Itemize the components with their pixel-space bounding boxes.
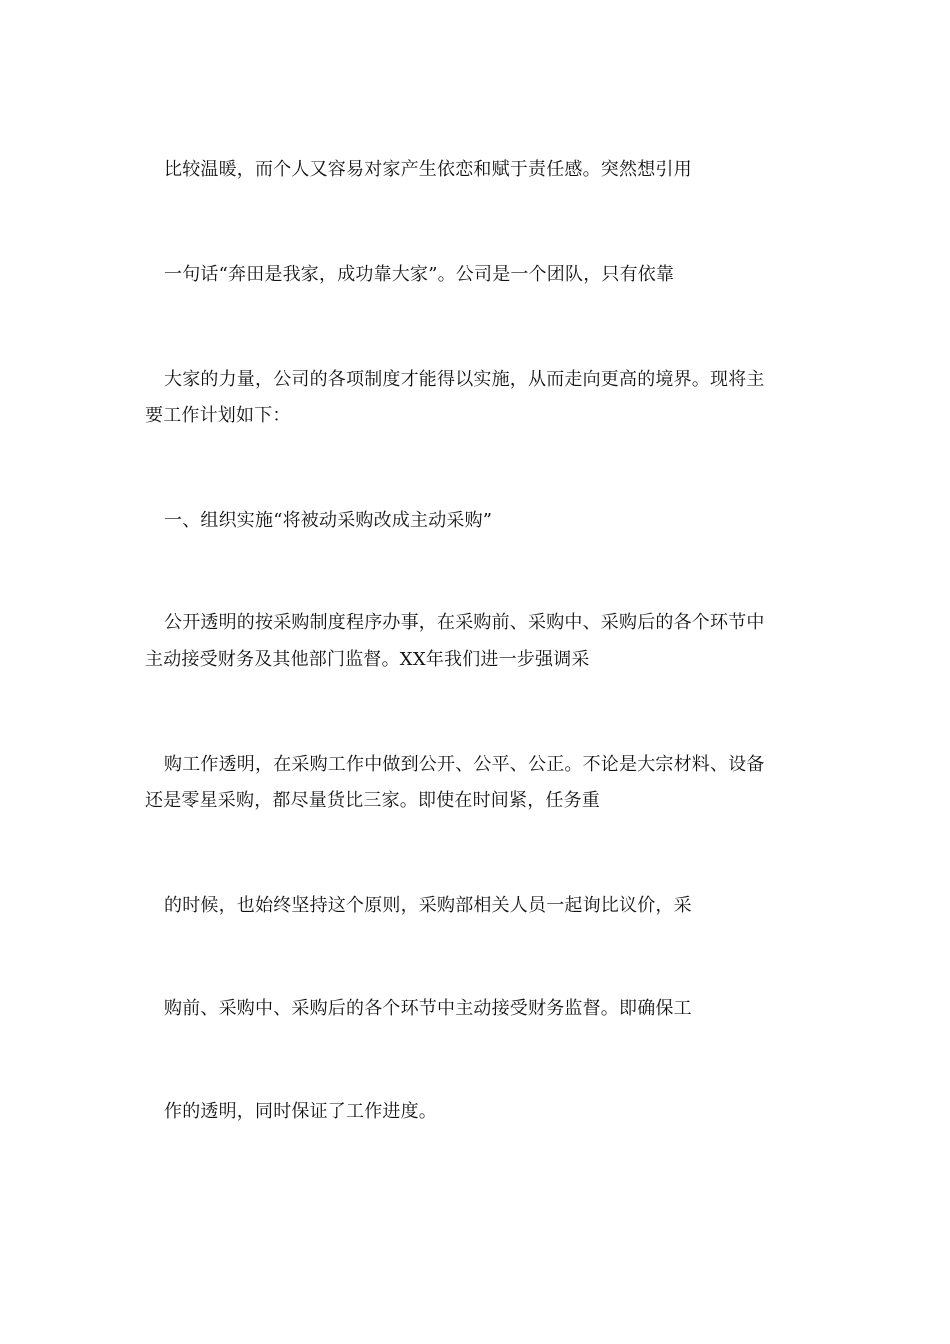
- paragraph-line: 一句话“奔田是我家，成功靠大家”。公司是一个团队，只有依靠: [164, 264, 675, 285]
- paragraph-line: 购前、采购中、采购后的各个环节中主动接受财务监督。即确保工: [164, 998, 692, 1019]
- paragraph-line: 购工作透明，在采购工作中做到公开、公平、公正。不论是大宗材料、设备: [164, 754, 765, 775]
- section-heading: 一、组织实施“将被动采购改成主动采购”: [164, 510, 493, 531]
- paragraph-line: 公开透明的按采购制度程序办事，在采购前、采购中、采购后的各个环节中: [164, 612, 765, 633]
- paragraph-line: 要工作计划如下：: [145, 405, 291, 426]
- paragraph-line: 主动接受财务及其他部门监督。XX年我们进一步强调采: [145, 649, 590, 670]
- paragraph-line: 的时候，也始终坚持这个原则，采购部相关人员一起询比议价，采: [164, 895, 692, 916]
- paragraph-line: 大家的力量，公司的各项制度才能得以实施，从而走向更高的境界。现将主: [164, 369, 765, 390]
- paragraph-line: 比较温暖，而个人又容易对家产生依恋和赋于责任感。突然想引用: [164, 159, 692, 180]
- paragraph-line: 作的透明，同时保证了工作进度。: [164, 1101, 437, 1122]
- paragraph-line: 还是零星采购，都尽量货比三家。即使在时间紧，任务重: [145, 790, 600, 811]
